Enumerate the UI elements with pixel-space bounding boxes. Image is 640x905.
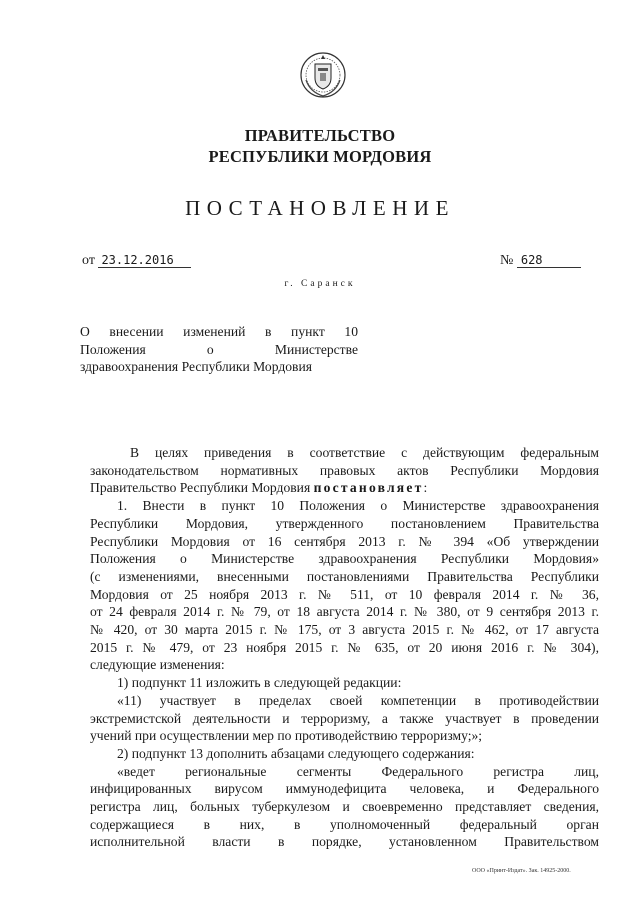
- subject-line: здравоохранения Республики Мордовия: [80, 359, 313, 374]
- intro-suffix: :: [423, 480, 428, 496]
- subject-line: О внесении изменений в пункт 10: [80, 324, 358, 339]
- intro-line-resolution: [90, 479, 599, 497]
- paragraph-1-line: следующие изменения:: [90, 657, 225, 673]
- number-value: 628: [517, 253, 581, 268]
- paragraph-1-line: Республики Мордовия от 16 сентября 2013 г. № 394 «Об утверждении: [90, 533, 599, 549]
- intro-line: законодательством нормативных правовых актов Республики Мордовия: [90, 462, 599, 478]
- resolve-keyword: постановляет: [313, 480, 424, 496]
- subpoint-2-line: инфицированных вирусом иммунодефицита человека, и Федерального: [90, 781, 599, 797]
- paragraph-1-line: Республики Мордовия, утвержденного постановлением Правительства: [90, 515, 599, 531]
- paragraph-1-line: Мордовия от 25 ноября 2013 г. № 511, от 10 февраля 2014 г. № 36,: [90, 586, 599, 602]
- document-body: [90, 444, 599, 851]
- document-number: [500, 253, 581, 269]
- paragraph-1-line: 2015 г. № 479, от 23 ноября 2015 г. № 635, от 20 июня 2016 г. № 304),: [90, 639, 599, 655]
- subpoint-1-line: «11) участвует в пределах своей компетенции в противодействии: [117, 692, 599, 708]
- printer-imprint: ООО «Принт-Издат». Зак. 14925-2000.: [472, 868, 571, 874]
- subpoint-2-line: содержащиеся в них, в уполномоченный федеральный орган: [90, 816, 599, 832]
- document-date: [82, 253, 191, 269]
- subpoint-2-line: регистра лиц, больных туберкулезом и своевременно представляет сведения,: [90, 799, 599, 815]
- subpoint-2-line: «ведет региональные сегменты Федерального регистра лиц,: [117, 763, 599, 779]
- subpoint-1-line: экстремистской деятельности и терроризму, а также участвует в проведении: [90, 710, 599, 726]
- coat-of-arms-emblem: [298, 50, 348, 100]
- paragraph-1-line: (с изменениями, внесенными постановлениями Правительства Республики: [90, 568, 599, 584]
- subpoint-2-title: 2) подпункт 13 дополнить абзацами следующего содержания:: [117, 745, 475, 761]
- paragraph-1-line: № 420, от 30 марта 2015 г. № 175, от 3 августа 2015 г. № 462, от 17 августа: [90, 622, 599, 638]
- paragraph-1-line: 1. Внести в пункт 10 Положения о Министерстве здравоохранения: [117, 498, 599, 514]
- document-subject: [80, 323, 358, 376]
- paragraph-1-line: от 24 февраля 2014 г. № 79, от 18 августа 2014 г. № 380, от 9 сентября 2013 г.: [90, 604, 599, 620]
- date-value: 23.12.2016: [98, 253, 191, 268]
- intro-line: В целях приведения в соответствие с действующим федеральным: [130, 445, 599, 460]
- intro-prefix: Правительство Республики Мордовия: [90, 480, 314, 496]
- number-prefix: №: [500, 253, 514, 268]
- organization-title-line1: ПРАВИТЕЛЬСТВО: [244, 126, 396, 145]
- city-name: г. Саранск: [284, 279, 356, 289]
- subpoint-2-line: исполнительной власти в порядке, установленном Правительством: [90, 834, 599, 850]
- organization-title-line2: РЕСПУБЛИКИ МОРДОВИЯ: [208, 147, 432, 166]
- subpoint-1-title: 1) подпункт 11 изложить в следующей редакции:: [117, 675, 402, 691]
- date-prefix: от: [82, 253, 95, 268]
- subject-line: Положения о Министерстве: [80, 341, 358, 357]
- subpoint-1-line: учений при осуществлении мер по противодействию терроризму;»;: [90, 728, 483, 744]
- paragraph-1-line: Положения о Министерстве здравоохранения Республики Мордовия»: [90, 551, 599, 567]
- document-type: ПОСТАНОВЛЕНИЕ: [185, 196, 455, 220]
